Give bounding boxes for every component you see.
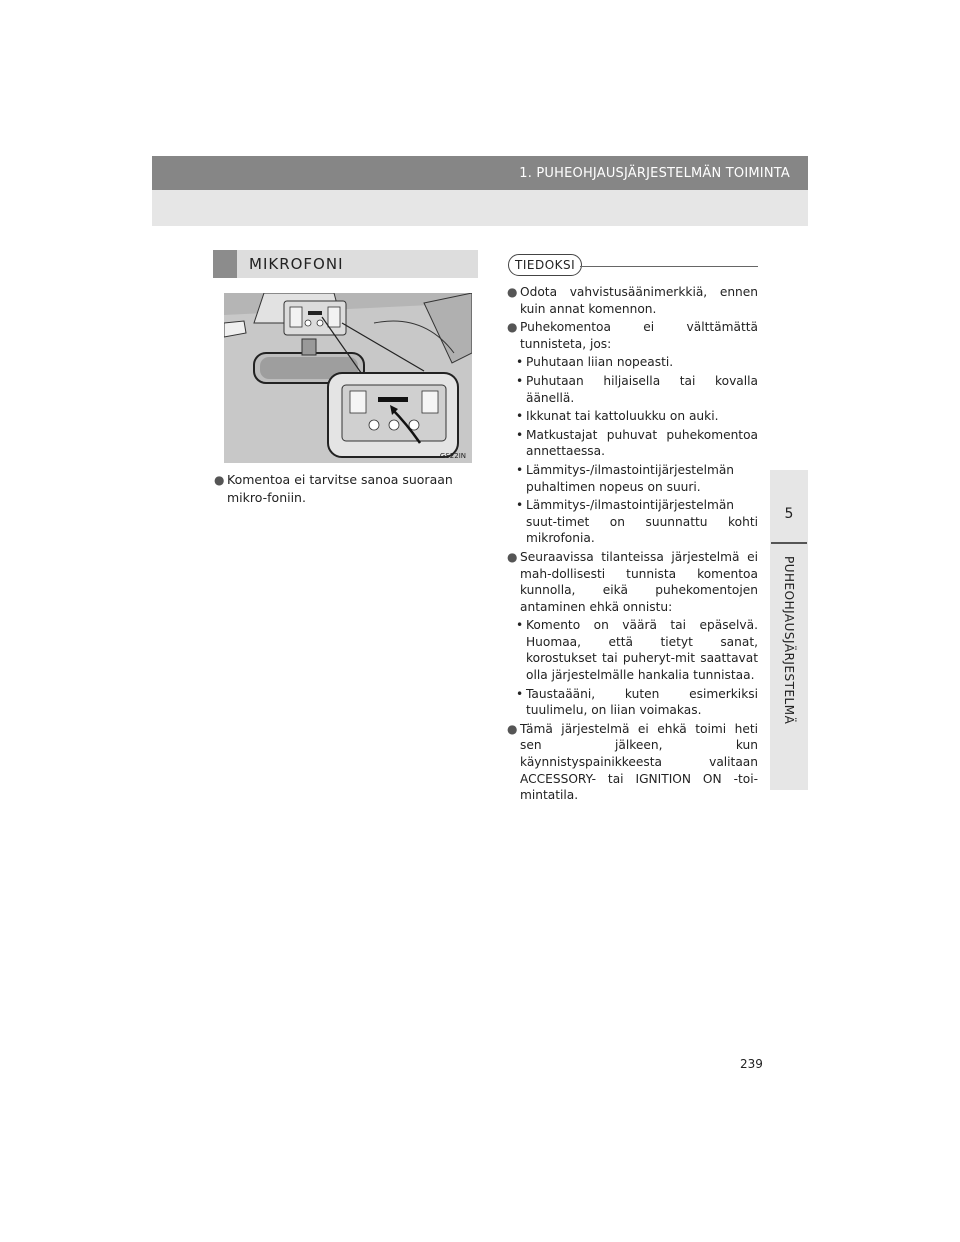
section-marker [213, 250, 237, 278]
sub-item-text: Puhutaan liian nopeasti. [526, 355, 674, 370]
sub-item: • Puhutaan liian nopeasti. [516, 355, 674, 370]
sub-item-text: Ikkunat tai kattoluukku on auki. [526, 409, 719, 424]
left-bullet [213, 471, 478, 509]
note-item [506, 284, 758, 317]
note-item-text: Puhekomentoa ei välttämättä tunnisteta, jos: [520, 320, 758, 351]
side-tab-divider [771, 542, 807, 544]
sub-item-text: Komento on väärä tai epäselvä. Huomaa, että tietyt sanat, korostukset tai puheryt-mit saattavat olla järjestelmälle hankalia tunnistaa. [526, 618, 758, 683]
note-rule [580, 266, 758, 267]
sub-item-text: Lämmitys-/ilmastointijärjestelmän puhaltimen nopeus on suuri. [526, 462, 735, 494]
sub-item: • Komento on väärä tai epäselvä. Huomaa, että tietyt sanat, korostukset tai puheryt-mit saattavat olla järjestelmälle hankalia tunnistaa. [516, 618, 758, 683]
chapter-title: 1. PUHEOHJAUSJÄRJESTELMÄN TOIMINTA [519, 166, 790, 181]
note-item-text: Tämä järjestelmä ei ehkä toimi heti sen jälkeen, kun käynnistyspainikkeesta valitaan ACCESSORY- tai IGNITION ON -toi-mintatila. [520, 721, 758, 803]
bullet-dot-icon: ● [507, 721, 518, 736]
bullet-dot-icon: ● [507, 549, 518, 564]
overhead-console-drawing [224, 293, 472, 463]
sub-item: • Puhutaan hiljaisella tai kovalla äänellä. [516, 373, 758, 405]
note-item [506, 319, 758, 352]
header-subband [152, 190, 808, 226]
chapter-side-label: PUHEOHJAUSJÄRJESTELMÄ [782, 556, 796, 725]
sub-item: • Taustaääni, kuten esimerkiksi tuulimelu, on liian voimakas. [516, 686, 758, 718]
note-item-text: Seuraavissa tilanteissa järjestelmä ei mah-dollisesti tunnista komentoa kunnolla, eikä puhekomentojen antaminen ehkä onnistu: [520, 549, 758, 614]
sub-item-text: Puhutaan hiljaisella tai kovalla äänellä. [526, 373, 758, 405]
sub-item-text: Taustaääni, kuten esimerkiksi tuulimelu, on liian voimakas. [526, 686, 758, 718]
note-label: TIEDOKSI [508, 254, 582, 276]
note-item [506, 549, 758, 615]
chapter-number: 5 [784, 506, 794, 522]
bullet-dot-icon: ● [214, 473, 225, 487]
list-item [213, 471, 478, 507]
sub-item: • Ikkunat tai kattoluukku on auki. [516, 409, 719, 424]
note-item [506, 721, 758, 804]
note-item-text: Odota vahvistusäänimerkkiä, ennen kuin annat komennon. [520, 285, 758, 316]
section-title: MIKROFONI [249, 255, 344, 273]
header-bar [152, 156, 808, 190]
sub-item: • Matkustajat puhuvat puhekomentoa annettaessa. [516, 427, 758, 459]
microphone-illustration [224, 293, 472, 463]
page-number: 239 [740, 1057, 763, 1071]
sub-item-text: Lämmitys-/ilmastointijärjestelmän suut-timet on suunnattu kohti mikrofonia. [526, 498, 758, 546]
bullet-dot-icon: ● [507, 285, 518, 299]
bullet-dot-icon: ● [507, 320, 518, 335]
section-heading [213, 250, 478, 278]
sub-item: • Lämmitys-/ilmastointijärjestelmän puhaltimen nopeus on suuri. [516, 462, 735, 494]
figure-code: GS22IN [439, 452, 466, 460]
note-list [506, 284, 758, 806]
sub-item-text: Matkustajat puhuvat puhekomentoa annettaessa. [526, 427, 758, 459]
sub-item: • Lämmitys-/ilmastointijärjestelmän suut-timet on suunnattu kohti mikrofonia. [516, 498, 758, 546]
list-item-text: Komentoa ei tarvitse sanoa suoraan mikro-foniin. [227, 472, 453, 505]
